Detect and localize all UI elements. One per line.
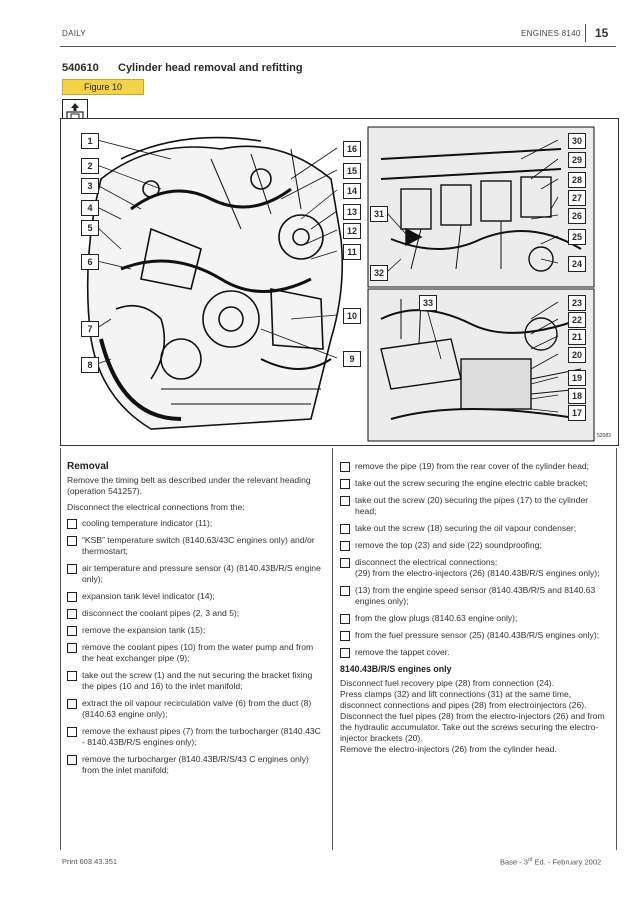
footer-left: Print 603.43.351 bbox=[62, 857, 118, 866]
callout-22: 22 bbox=[568, 312, 586, 328]
callout-25: 25 bbox=[568, 229, 586, 245]
checkbox-icon bbox=[340, 462, 350, 472]
list-item: take out the screw (20) securing the pipes (17) to the cylinder head; bbox=[340, 495, 608, 517]
engines-subheading: 8140.43B/R/S engines only bbox=[340, 664, 452, 674]
removal-intro: Remove the timing belt as described under the relevant heading (operation 541257). bbox=[67, 475, 311, 496]
callout-28: 28 bbox=[568, 172, 586, 188]
list-item: extract the oil vapour recirculation valve (6) from the duct (8) (8140.63 engine only); bbox=[67, 698, 324, 720]
right-column bbox=[340, 461, 608, 755]
list-item: from the glow plugs (8140.63 engine only); bbox=[340, 613, 608, 624]
callout-32: 32 bbox=[370, 265, 388, 281]
right-border bbox=[616, 448, 617, 850]
callout-33: 33 bbox=[419, 295, 437, 311]
section-code: 540610 bbox=[62, 62, 99, 74]
callout-30: 30 bbox=[568, 133, 586, 149]
callout-7: 7 bbox=[81, 321, 99, 337]
checkbox-icon bbox=[67, 727, 77, 737]
callout-12: 12 bbox=[343, 223, 361, 239]
paragraph: Disconnect the fuel pipes (28) from the electro-injectors (26) and from the hydraulic accumulator. Take out the screws securing the electro-injector brackets (20). bbox=[340, 711, 605, 743]
callout-18: 18 bbox=[568, 388, 586, 404]
callout-10: 10 bbox=[343, 308, 361, 324]
list-item: remove the turbocharger (8140.43B/R/S/43 C engines only) from the inlet manifold; bbox=[67, 754, 324, 776]
callout-24: 24 bbox=[568, 256, 586, 272]
list-item: from the fuel pressure sensor (25) (8140.43B/R/S engines only); bbox=[340, 630, 608, 641]
list-item: disconnect the electrical connections: (29) from the electro-injectors (26) (8140.43B/R/S engines only); bbox=[340, 557, 608, 579]
list-item: take out the screw (1) and the nut securing the bracket fixing the pipes (10 and 16) to the inlet manifold; bbox=[67, 670, 324, 692]
callout-9: 9 bbox=[343, 351, 361, 367]
header-divider bbox=[585, 24, 586, 42]
checkbox-icon bbox=[340, 524, 350, 534]
callout-15: 15 bbox=[343, 163, 361, 179]
callout-1: 1 bbox=[81, 133, 99, 149]
checkbox-icon bbox=[340, 648, 350, 658]
removal-heading: Removal bbox=[67, 461, 109, 472]
footer-right: Base - 3rd Ed. - February 2002 bbox=[500, 857, 602, 867]
header-left: DAILY bbox=[62, 29, 87, 38]
list-item: remove the top (23) and side (22) soundproofing; bbox=[340, 540, 608, 551]
checkbox-icon bbox=[67, 671, 77, 681]
list-item: take out the screw (18) securing the oil vapour condenser; bbox=[340, 523, 608, 534]
callout-13: 13 bbox=[343, 204, 361, 220]
callout-29: 29 bbox=[568, 152, 586, 168]
checkbox-icon bbox=[67, 643, 77, 653]
list-item: remove the expansion tank (15); bbox=[67, 625, 324, 636]
list-item: remove the exhaust pipes (7) from the turbocharger (8140.43C - 8140.43B/R/S engines only); bbox=[67, 726, 324, 748]
checkbox-icon bbox=[340, 614, 350, 624]
callout-19: 19 bbox=[568, 370, 586, 386]
paragraph: Remove the electro-injectors (26) from the cylinder head. bbox=[340, 744, 557, 754]
list-item: remove the coolant pipes (10) from the water pump and from the heat exchanger pipe (9); bbox=[67, 642, 324, 664]
callout-26: 26 bbox=[568, 208, 586, 224]
checkbox-icon bbox=[67, 609, 77, 619]
checkbox-icon bbox=[340, 479, 350, 489]
checkbox-icon bbox=[67, 626, 77, 636]
header-right: ENGINES 8140 bbox=[521, 29, 581, 38]
callout-4: 4 bbox=[81, 200, 99, 216]
callout-17: 17 bbox=[568, 405, 586, 421]
list-item: cooling temperature indicator (11); bbox=[67, 518, 324, 529]
callout-6: 6 bbox=[81, 254, 99, 270]
list-item: remove the tappet cover. bbox=[340, 647, 608, 658]
checkbox-icon bbox=[67, 536, 77, 546]
engine-illustration bbox=[61, 119, 618, 445]
callout-8: 8 bbox=[81, 357, 99, 373]
column-divider bbox=[332, 448, 333, 850]
callout-16: 16 bbox=[343, 141, 361, 157]
checkbox-icon bbox=[67, 699, 77, 709]
list-item: remove the pipe (19) from the rear cover of the cylinder head; bbox=[340, 461, 608, 472]
callout-31: 31 bbox=[370, 206, 388, 222]
section-title: Cylinder head removal and refitting bbox=[118, 62, 303, 74]
left-column bbox=[67, 461, 324, 782]
checkbox-icon bbox=[67, 519, 77, 529]
callout-20: 20 bbox=[568, 347, 586, 363]
list-item: disconnect the coolant pipes (2, 3 and 5); bbox=[67, 608, 324, 619]
list-item: “KSB” temperature switch (8140.63/43C engines only) and/or thermostart; bbox=[67, 535, 324, 557]
list-item: air temperature and pressure sensor (4) (8140.43B/R/S engine only); bbox=[67, 563, 324, 585]
checkbox-icon bbox=[67, 564, 77, 574]
callout-2: 2 bbox=[81, 158, 99, 174]
list-item: take out the screw securing the engine electric cable bracket; bbox=[340, 478, 608, 489]
figure-ref: 52083 bbox=[597, 433, 611, 439]
callout-23: 23 bbox=[568, 295, 586, 311]
callout-11: 11 bbox=[343, 244, 361, 260]
page-number: 15 bbox=[595, 26, 609, 40]
callout-21: 21 bbox=[568, 329, 586, 345]
left-border bbox=[60, 448, 61, 850]
engine-figure bbox=[60, 118, 619, 446]
list-item: (13) from the engine speed sensor (8140.43B/R/S and 8140.63 engines only); bbox=[340, 585, 608, 607]
header-rule bbox=[60, 46, 616, 47]
callout-27: 27 bbox=[568, 190, 586, 206]
callout-14: 14 bbox=[343, 183, 361, 199]
figure-label: Figure 10 bbox=[62, 79, 144, 95]
callout-5: 5 bbox=[81, 220, 99, 236]
checkbox-icon bbox=[340, 558, 350, 568]
checkbox-icon bbox=[340, 586, 350, 596]
disconnect-intro: Disconnect the electrical connections from the: bbox=[67, 502, 245, 512]
paragraph: Press clamps (32) and lift connections (31) at the same time, disconnect connections and pipes (28) from electroinjectors (26). bbox=[340, 689, 587, 710]
paragraph: Disconnect fuel recovery pipe (28) from connection (24). bbox=[340, 678, 554, 688]
callout-3: 3 bbox=[81, 178, 99, 194]
checkbox-icon bbox=[340, 631, 350, 641]
checkbox-icon bbox=[67, 592, 77, 602]
checkbox-icon bbox=[67, 755, 77, 765]
checkbox-icon bbox=[340, 496, 350, 506]
checkbox-icon bbox=[340, 541, 350, 551]
list-item: expansion tank level indicator (14); bbox=[67, 591, 324, 602]
